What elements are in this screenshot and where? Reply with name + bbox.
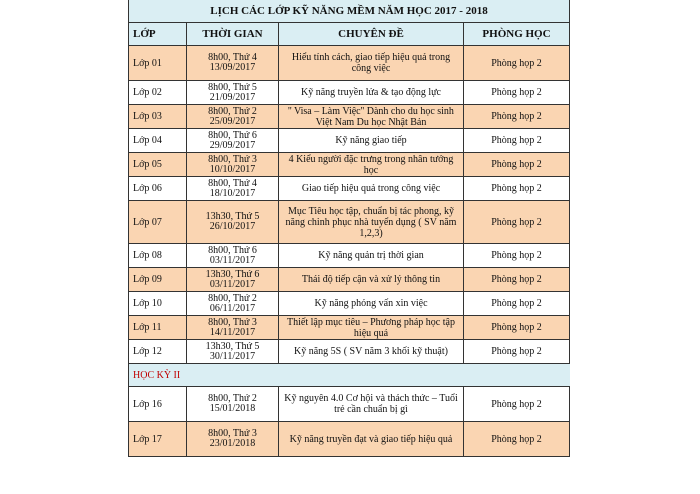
topic-cell: Thái độ tiếp cận và xử lý thông tin xyxy=(279,268,464,292)
lop-cell: Lớp 12 xyxy=(129,340,187,364)
topic-cell: Hiểu tính cách, giao tiếp hiệu quả trong công việc xyxy=(279,46,464,81)
time-line: 13h30, Thứ 6 xyxy=(205,268,260,280)
lop-cell: Lớp 10 xyxy=(129,292,187,316)
topic-cell: 4 Kiểu người đặc trưng trong nhân tướng học xyxy=(279,153,464,177)
time-line: 8h00, Thứ 3 xyxy=(208,153,257,165)
topic-cell: Kỹ nguyên 4.0 Cơ hội và thách thức – Tuổi trẻ cần chuẩn bị gì xyxy=(279,387,464,422)
time-cell xyxy=(187,387,279,422)
lop-cell: Lớp 01 xyxy=(129,46,187,81)
table-row xyxy=(129,201,570,244)
table-row xyxy=(129,177,570,201)
table-row xyxy=(129,153,570,177)
date-line: 26/10/2017 xyxy=(209,221,256,232)
date-line: 06/11/2017 xyxy=(209,302,256,314)
date-line: 30/11/2017 xyxy=(209,350,256,362)
date-line: 14/11/2017 xyxy=(209,326,256,338)
lop-cell: Lớp 06 xyxy=(129,177,187,201)
time-line: 8h00, Thứ 4 xyxy=(208,52,257,63)
time-cell xyxy=(187,105,279,129)
lop-cell: Lớp 07 xyxy=(129,201,187,244)
lop-cell: Lớp 17 xyxy=(129,422,187,457)
topic-cell: Mục Tiêu học tập, chuẩn bị tác phong, kỹ năng chinh phục nhà tuyển dụng ( SV năm 1,2,3) xyxy=(279,201,464,244)
room-cell: Phòng họp 2 xyxy=(464,268,570,292)
semester-row xyxy=(129,364,570,387)
time-cell xyxy=(187,129,279,153)
topic-cell: Kỹ năng truyền đạt và giao tiếp hiệu quả xyxy=(279,422,464,457)
header-time: THỜI GIAN xyxy=(187,23,279,46)
date-line: 25/09/2017 xyxy=(209,115,256,127)
time-line: 8h00, Thứ 3 xyxy=(208,316,257,328)
time-line: 8h00, Thứ 6 xyxy=(208,244,257,256)
header-topic: CHUYÊN ĐỀ xyxy=(279,23,464,46)
lop-cell: Lớp 05 xyxy=(129,153,187,177)
time-line: 8h00, Thứ 2 xyxy=(208,105,257,117)
room-cell: Phòng họp 2 xyxy=(464,81,570,105)
time-cell xyxy=(187,316,279,340)
table-row xyxy=(129,81,570,105)
table-row xyxy=(129,387,570,422)
schedule-table xyxy=(128,0,570,457)
room-cell: Phòng họp 2 xyxy=(464,46,570,81)
time-line: 8h00, Thứ 2 xyxy=(208,393,257,404)
date-line: 21/09/2017 xyxy=(209,91,256,103)
schedule-sheet xyxy=(128,0,569,492)
time-cell xyxy=(187,177,279,201)
time-cell xyxy=(187,81,279,105)
time-cell xyxy=(187,292,279,316)
table-row xyxy=(129,268,570,292)
topic-cell: Kỹ năng truyền lửa & tạo động lực xyxy=(279,81,464,105)
room-cell: Phòng họp 2 xyxy=(464,129,570,153)
room-cell: Phòng họp 2 xyxy=(464,201,570,244)
room-cell: Phòng họp 2 xyxy=(464,387,570,422)
topic-cell: Kỹ năng giao tiếp xyxy=(279,129,464,153)
time-line: 8h00, Thứ 5 xyxy=(208,81,257,93)
page-title: LỊCH CÁC LỚP KỸ NĂNG MỀM NĂM HỌC 2017 - 2018 xyxy=(129,0,570,23)
date-line: 18/10/2017 xyxy=(209,187,256,199)
time-line: 8h00, Thứ 6 xyxy=(208,129,257,141)
date-line: 15/01/2018 xyxy=(209,403,256,414)
topic-cell: Giao tiếp hiệu quả trong công việc xyxy=(279,177,464,201)
time-cell xyxy=(187,46,279,81)
lop-cell: Lớp 08 xyxy=(129,244,187,268)
room-cell: Phòng họp 2 xyxy=(464,153,570,177)
date-line: 10/10/2017 xyxy=(209,163,256,175)
table-row xyxy=(129,292,570,316)
table-row xyxy=(129,340,570,364)
time-line: 13h30, Thứ 5 xyxy=(205,340,260,352)
table-row xyxy=(129,46,570,81)
time-line: 8h00, Thứ 3 xyxy=(208,428,257,439)
topic-cell: Kỹ năng quản trị thời gian xyxy=(279,244,464,268)
lop-cell: Lớp 04 xyxy=(129,129,187,153)
time-cell xyxy=(187,153,279,177)
time-cell xyxy=(187,340,279,364)
time-cell xyxy=(187,244,279,268)
lop-cell: Lớp 09 xyxy=(129,268,187,292)
topic-cell: Kỹ năng phỏng vấn xin việc xyxy=(279,292,464,316)
header-room: PHÒNG HỌC xyxy=(464,23,570,46)
semester-label: HỌC KỲ II xyxy=(129,364,570,387)
room-cell: Phòng họp 2 xyxy=(464,105,570,129)
lop-cell: Lớp 11 xyxy=(129,316,187,340)
lop-cell: Lớp 16 xyxy=(129,387,187,422)
date-line: 03/11/2017 xyxy=(209,254,256,266)
table-row xyxy=(129,129,570,153)
room-cell: Phòng họp 2 xyxy=(464,316,570,340)
time-line: 8h00, Thứ 4 xyxy=(208,177,257,189)
room-cell: Phòng họp 2 xyxy=(464,422,570,457)
topic-cell: Kỹ năng 5S ( SV năm 3 khối kỹ thuật) xyxy=(279,340,464,364)
room-cell: Phòng họp 2 xyxy=(464,244,570,268)
room-cell: Phòng họp 2 xyxy=(464,292,570,316)
time-line: 13h30, Thứ 5 xyxy=(205,211,260,222)
date-line: 29/09/2017 xyxy=(209,139,256,151)
date-line: 03/11/2017 xyxy=(209,278,256,290)
date-line: 23/01/2018 xyxy=(209,438,256,449)
lop-cell: Lớp 03 xyxy=(129,105,187,129)
table-row xyxy=(129,105,570,129)
time-line: 8h00, Thứ 2 xyxy=(208,292,257,304)
room-cell: Phòng họp 2 xyxy=(464,177,570,201)
topic-cell: '' Visa – Làm Việc'' Dành cho du học sinh Việt Nam Du học Nhật Bản xyxy=(279,105,464,129)
time-cell xyxy=(187,422,279,457)
time-cell xyxy=(187,268,279,292)
topic-cell: Thiết lập mục tiêu – Phương pháp học tập hiệu quả xyxy=(279,316,464,340)
time-cell xyxy=(187,201,279,244)
header-lop: LỚP xyxy=(129,23,187,46)
table-row xyxy=(129,244,570,268)
room-cell: Phòng họp 2 xyxy=(464,340,570,364)
title-row xyxy=(129,0,570,23)
date-line: 13/09/2017 xyxy=(209,62,256,73)
header-row xyxy=(129,23,570,46)
lop-cell: Lớp 02 xyxy=(129,81,187,105)
table-row xyxy=(129,422,570,457)
table-row xyxy=(129,316,570,340)
